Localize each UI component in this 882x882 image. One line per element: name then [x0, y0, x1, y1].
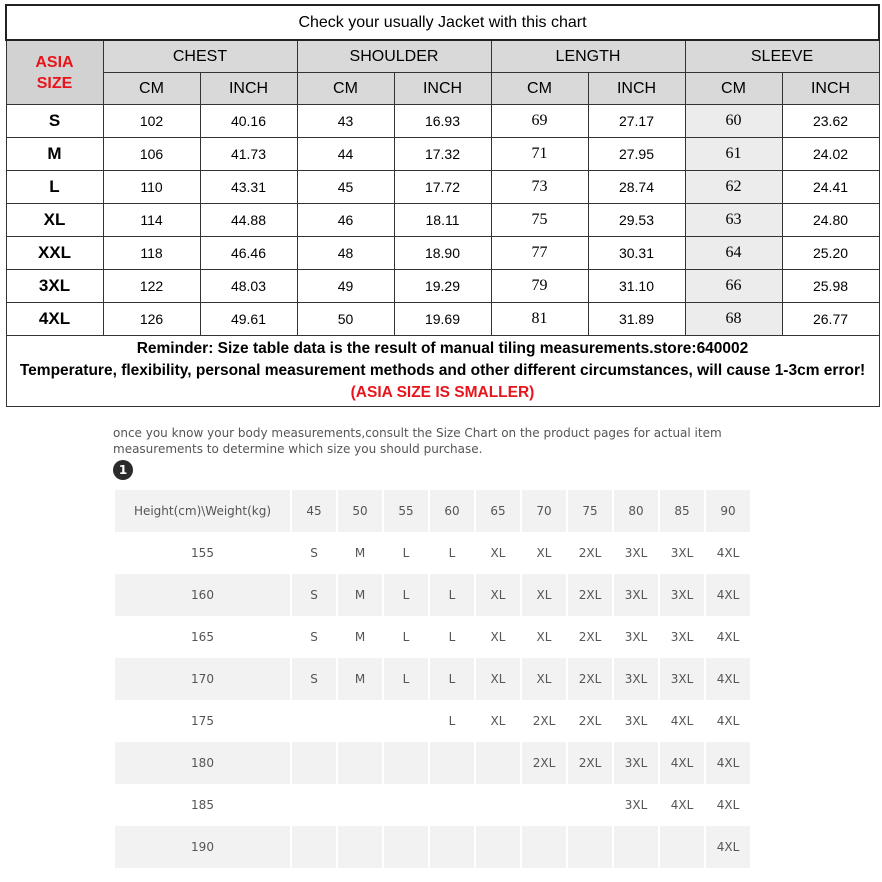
- recommended-size-cell: S: [292, 658, 336, 700]
- unit-header-cm: CM: [297, 73, 394, 105]
- recommended-size-cell: [522, 784, 566, 826]
- measurement-cell: 114: [103, 204, 200, 237]
- measurement-cell: 24.41: [782, 171, 879, 204]
- measurement-cell: 29.53: [588, 204, 685, 237]
- recommended-size-cell: S: [310, 546, 318, 560]
- recommended-size-cell: [614, 826, 658, 868]
- recommended-size-cell: [522, 826, 566, 868]
- weight-header: 55: [384, 490, 428, 532]
- height-row: [115, 532, 750, 574]
- measurement-cell: 49: [297, 270, 394, 303]
- unit-header-cm: CM: [685, 73, 782, 105]
- recommended-size-cell: 3XL: [624, 798, 648, 812]
- measurement-cell: 18.90: [394, 237, 491, 270]
- measurement-cell: 30.31: [588, 237, 685, 270]
- measurement-cell: 46: [297, 204, 394, 237]
- measurement-cell: 102: [103, 105, 200, 138]
- measurement-cell: 122: [103, 270, 200, 303]
- size-label: XXL: [6, 237, 103, 270]
- recommended-size-cell: XL: [476, 574, 520, 616]
- recommended-size-cell: [568, 826, 612, 868]
- unit-header-row: [6, 73, 879, 105]
- measurement-cell: 69: [491, 105, 588, 138]
- asia-label-line-1: ASIA: [35, 53, 74, 71]
- recommended-size-cell: 4XL: [716, 798, 740, 812]
- weight-header: 80: [614, 490, 658, 532]
- size-row: [6, 303, 879, 336]
- weight-header: 85: [660, 490, 704, 532]
- measurement-cell: 71: [491, 138, 588, 171]
- recommended-size-cell: [338, 742, 382, 784]
- weight-header: 60: [430, 490, 474, 532]
- recommended-size-cell: [292, 826, 336, 868]
- measurement-cell: 63: [685, 204, 782, 237]
- recommended-size-cell: 4XL: [670, 714, 694, 728]
- recommended-size-cell: [292, 742, 336, 784]
- measurement-cell: 16.93: [394, 105, 491, 138]
- measurement-instructions: once you know your body measurements,consult the Size Chart on the product pages for actual item measurements to determine which size you should purchase.: [113, 426, 722, 456]
- recommended-size-cell: 3XL: [614, 742, 658, 784]
- unit-header-cm: CM: [491, 73, 588, 105]
- recommended-size-cell: 4XL: [706, 826, 750, 868]
- measurement-cell: 43: [297, 105, 394, 138]
- unit-header-inch: INCH: [782, 73, 879, 105]
- weight-header: 50: [338, 490, 382, 532]
- recommended-size-cell: 4XL: [706, 574, 750, 616]
- measurement-cell: 17.32: [394, 138, 491, 171]
- measurement-cell: 23.62: [782, 105, 879, 138]
- height-label: 190: [115, 826, 290, 868]
- recommended-size-cell: L: [448, 714, 456, 728]
- recommended-size-cell: XL: [536, 546, 552, 560]
- recommended-size-cell: [338, 826, 382, 868]
- recommended-size-cell: [430, 784, 474, 826]
- measurement-cell: 25.20: [782, 237, 879, 270]
- measurement-cell: 60: [685, 105, 782, 138]
- height-row: [115, 784, 750, 826]
- height-row: [115, 616, 750, 658]
- measurement-cell: 75: [491, 204, 588, 237]
- recommended-size-cell: 3XL: [614, 658, 658, 700]
- measurement-cell: 106: [103, 138, 200, 171]
- measurement-cell: 61: [685, 138, 782, 171]
- height-label: 165: [191, 630, 214, 644]
- recommended-size-cell: 2XL: [578, 630, 602, 644]
- height-row: [115, 742, 750, 784]
- recommended-size-cell: 2XL: [578, 546, 602, 560]
- recommended-size-cell: [384, 784, 428, 826]
- recommended-size-cell: 3XL: [624, 630, 648, 644]
- measurement-cell: 27.17: [588, 105, 685, 138]
- size-label: 3XL: [6, 270, 103, 303]
- measurement-cell: 28.74: [588, 171, 685, 204]
- recommended-size-cell: [338, 700, 382, 742]
- recommended-size-cell: 4XL: [670, 798, 694, 812]
- asia-smaller-warning: (ASIA SIZE IS SMALLER): [350, 384, 535, 401]
- height-row: [115, 826, 750, 868]
- recommended-size-cell: 2XL: [578, 714, 602, 728]
- unit-header-cm: CM: [103, 73, 200, 105]
- measurement-cell: 25.98: [782, 270, 879, 303]
- measurement-cell: 45: [297, 171, 394, 204]
- size-row: [6, 270, 879, 303]
- recommended-size-cell: L: [448, 630, 456, 644]
- measurement-cell: 49.61: [200, 303, 297, 336]
- height-label: 180: [115, 742, 290, 784]
- size-row: [6, 105, 879, 138]
- measurement-cell: 19.69: [394, 303, 491, 336]
- measurement-cell: 24.80: [782, 204, 879, 237]
- recommended-size-cell: M: [354, 546, 366, 560]
- group-header-length: LENGTH: [491, 40, 685, 73]
- group-header-sleeve: SLEEVE: [685, 40, 879, 73]
- recommended-size-cell: S: [292, 574, 336, 616]
- size-row: [6, 171, 879, 204]
- recommended-size-cell: [430, 826, 474, 868]
- measurement-cell: 26.77: [782, 303, 879, 336]
- recommended-size-cell: 2XL: [522, 742, 566, 784]
- measurement-cell: 48.03: [200, 270, 297, 303]
- size-row: [6, 138, 879, 171]
- measurement-cell: 40.16: [200, 105, 297, 138]
- group-header-shoulder: SHOULDER: [297, 40, 491, 73]
- recommended-size-cell: 2XL: [532, 714, 556, 728]
- recommended-size-cell: XL: [490, 714, 506, 728]
- recommended-size-cell: [476, 742, 520, 784]
- recommended-size-cell: XL: [490, 546, 506, 560]
- recommended-size-cell: L: [430, 574, 474, 616]
- asia-label-line-2: SIZE: [36, 74, 73, 92]
- recommended-size-cell: 4XL: [716, 714, 740, 728]
- height-label: 160: [115, 574, 290, 616]
- measurement-cell: 118: [103, 237, 200, 270]
- measurement-cell: 77: [491, 237, 588, 270]
- jacket-size-chart: [5, 4, 880, 407]
- recommended-size-cell: [568, 784, 612, 826]
- recommended-size-cell: 2XL: [568, 574, 612, 616]
- unit-header-inch: INCH: [394, 73, 491, 105]
- recommended-size-cell: 4XL: [660, 742, 704, 784]
- measurement-cell: 64: [685, 237, 782, 270]
- recommended-size-cell: S: [310, 630, 318, 644]
- measurement-cell: 50: [297, 303, 394, 336]
- size-label: XL: [6, 204, 103, 237]
- measurement-cell: 44.88: [200, 204, 297, 237]
- recommended-size-cell: 2XL: [568, 742, 612, 784]
- recommended-size-cell: [660, 826, 704, 868]
- recommended-size-cell: L: [430, 658, 474, 700]
- recommended-size-cell: L: [402, 546, 410, 560]
- recommended-size-cell: [338, 784, 382, 826]
- measurement-cell: 18.11: [394, 204, 491, 237]
- measurement-cell: 110: [103, 171, 200, 204]
- recommended-size-cell: XL: [476, 658, 520, 700]
- weight-header: 70: [522, 490, 566, 532]
- measurement-cell: 73: [491, 171, 588, 204]
- chart-title: Check your usually Jacket with this chart: [6, 5, 879, 40]
- weight-header: 65: [476, 490, 520, 532]
- height-row: [115, 658, 750, 700]
- height-weight-chart: [113, 490, 752, 868]
- recommended-size-cell: 4XL: [706, 742, 750, 784]
- recommended-size-cell: 3XL: [624, 714, 648, 728]
- recommended-size-cell: [476, 784, 520, 826]
- weight-header: 45: [292, 490, 336, 532]
- recommended-size-cell: 3XL: [624, 546, 648, 560]
- recommended-size-cell: [384, 700, 428, 742]
- recommended-size-cell: [292, 784, 336, 826]
- measurement-cell: 19.29: [394, 270, 491, 303]
- measurement-cell: 81: [491, 303, 588, 336]
- recommended-size-cell: [384, 742, 428, 784]
- height-label: 185: [191, 798, 214, 812]
- recommended-size-cell: 4XL: [716, 546, 740, 560]
- measurement-cell: 31.89: [588, 303, 685, 336]
- unit-header-inch: INCH: [200, 73, 297, 105]
- reminder-line-1: Reminder: Size table data is the result of manual tiling measurements.store:640002: [136, 340, 749, 357]
- measurement-cell: 17.72: [394, 171, 491, 204]
- recommended-size-cell: M: [338, 574, 382, 616]
- corner-header-label: Height(cm)\Weight(kg): [115, 490, 290, 532]
- measurement-cell: 27.95: [588, 138, 685, 171]
- weight-header: 90: [706, 490, 750, 532]
- recommended-size-cell: 4XL: [716, 630, 740, 644]
- recommended-size-cell: 4XL: [706, 658, 750, 700]
- reminder-note: [6, 336, 879, 407]
- measurement-cell: 126: [103, 303, 200, 336]
- measurement-cell: 24.02: [782, 138, 879, 171]
- measurement-cell: 68: [685, 303, 782, 336]
- size-row: [6, 237, 879, 270]
- measurement-cell: 41.73: [200, 138, 297, 171]
- recommended-size-cell: XL: [536, 630, 552, 644]
- recommended-size-cell: 3XL: [670, 546, 694, 560]
- group-header-chest: CHEST: [103, 40, 297, 73]
- recommended-size-cell: XL: [522, 658, 566, 700]
- unit-header-inch: INCH: [588, 73, 685, 105]
- recommended-size-cell: L: [384, 574, 428, 616]
- recommended-size-cell: L: [402, 630, 410, 644]
- height-row: [115, 574, 750, 616]
- height-label: 155: [191, 546, 214, 560]
- height-label: 170: [115, 658, 290, 700]
- recommended-size-cell: L: [384, 658, 428, 700]
- recommended-size-cell: [476, 826, 520, 868]
- recommended-size-cell: 3XL: [660, 658, 704, 700]
- weight-header-row: [115, 490, 750, 532]
- weight-header: 75: [568, 490, 612, 532]
- recommended-size-cell: [430, 742, 474, 784]
- measurement-cell: 48: [297, 237, 394, 270]
- reminder-line-2: Temperature, flexibility, personal measurement methods and other different circumstances, will cause 1-3cm error!: [19, 362, 866, 379]
- size-label: 4XL: [6, 303, 103, 336]
- recommended-size-cell: [292, 700, 336, 742]
- height-row: [115, 700, 750, 742]
- recommended-size-cell: XL: [490, 630, 506, 644]
- step-number-badge: 1: [113, 460, 133, 480]
- size-row: [6, 204, 879, 237]
- recommended-size-cell: L: [448, 546, 456, 560]
- recommended-size-cell: 2XL: [568, 658, 612, 700]
- size-label: S: [6, 105, 103, 138]
- recommended-size-cell: [384, 826, 428, 868]
- recommended-size-cell: 3XL: [660, 574, 704, 616]
- recommended-size-cell: M: [354, 630, 366, 644]
- measurement-cell: 43.31: [200, 171, 297, 204]
- recommended-size-cell: 3XL: [670, 630, 694, 644]
- recommended-size-cell: XL: [522, 574, 566, 616]
- measurement-cell: 46.46: [200, 237, 297, 270]
- recommended-size-cell: M: [338, 658, 382, 700]
- size-label: L: [6, 171, 103, 204]
- asia-size-label: [6, 40, 103, 105]
- height-label: 175: [191, 714, 214, 728]
- measurement-cell: 62: [685, 171, 782, 204]
- recommended-size-cell: 3XL: [614, 574, 658, 616]
- measurement-cell: 31.10: [588, 270, 685, 303]
- measurement-cell: 66: [685, 270, 782, 303]
- measurement-cell: 79: [491, 270, 588, 303]
- size-label: M: [6, 138, 103, 171]
- measurement-cell: 44: [297, 138, 394, 171]
